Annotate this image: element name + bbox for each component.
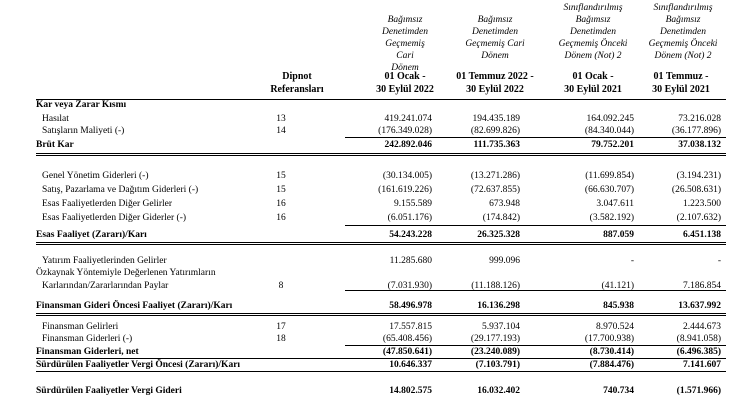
col4-period-line: 01 Temmuz - — [653, 71, 709, 82]
table-row — [0, 268, 738, 279]
row-ref: 15 — [276, 171, 286, 181]
table-row — [0, 322, 738, 333]
col4-status-header — [640, 2, 726, 62]
table-row — [0, 347, 738, 358]
row-value-col1: (47.850.641) — [382, 347, 432, 357]
row-value-col2: 194.435.189 — [472, 114, 520, 124]
table-row — [0, 281, 738, 292]
row-value-col1: 54.243.228 — [389, 230, 432, 240]
row-label: Finansman Gideri Öncesi Faaliyet (Zararı)/Karı — [36, 301, 233, 311]
row-value-col1: 58.496.978 — [389, 301, 432, 311]
table-row — [0, 185, 738, 196]
section-rule — [36, 242, 726, 245]
row-value-col2: (29.177.193) — [470, 334, 520, 344]
table-row — [0, 140, 738, 151]
row-value-col1: (7.031.930) — [387, 281, 432, 291]
row-value-col3: 79.752.201 — [591, 140, 634, 150]
row-value-col3: 164.092.245 — [586, 114, 634, 124]
row-label: Yatırım Faaliyetlerinden Gelirler — [42, 256, 167, 266]
row-value-col4: 6.451.138 — [683, 230, 721, 240]
row-value-col2: 16.136.298 — [477, 301, 520, 311]
row-ref: 15 — [276, 185, 286, 195]
row-label: Kar veya Zarar Kısmı — [36, 100, 127, 110]
subtotal-rule — [345, 225, 726, 226]
row-value-col3: (41.121) — [601, 281, 634, 291]
table-row — [0, 301, 738, 312]
col1-status-header — [380, 14, 430, 74]
col4-status-line: Denetimden — [660, 27, 706, 37]
row-value-col1: 11.285.680 — [389, 256, 432, 266]
table-row — [0, 199, 738, 210]
row-value-col3: 845.938 — [603, 301, 634, 311]
row-value-col4: 7.141.607 — [683, 360, 721, 370]
col3-period-line: 30 Eylül 2021 — [564, 84, 622, 95]
row-label: Sürdürülen Faaliyetler Vergi Öncesi (Zararı)/Karı — [36, 360, 241, 370]
col1-status-line: Denetimden — [382, 27, 428, 37]
row-value-col2: 999.096 — [489, 256, 520, 266]
dipnot-header — [262, 70, 332, 96]
row-value-col3: (17.700.938) — [584, 334, 634, 344]
row-value-col2: (11.188.126) — [471, 281, 520, 291]
section-rule — [36, 313, 726, 316]
row-label: Özkaynak Yöntemiyle Değerlenen Yatırımların — [36, 268, 216, 278]
col3-status-line: Geçmemiş Önceki — [558, 39, 628, 49]
row-ref: 14 — [276, 126, 286, 136]
col1-status-line: Bağımsız — [387, 15, 423, 25]
row-value-col4: 2.444.673 — [683, 322, 721, 332]
row-ref: 8 — [278, 281, 284, 291]
row-label: Satış, Pazarlama ve Dağıtım Giderleri (-) — [42, 185, 199, 195]
row-value-col3: - — [630, 256, 634, 266]
col1-status-line: Geçmemiş Cari — [385, 39, 425, 61]
section-rule — [36, 153, 726, 156]
row-value-col3: (3.582.192) — [589, 213, 634, 223]
col2-status-line: Denetimden — [472, 27, 518, 37]
row-ref: 17 — [276, 322, 286, 332]
row-value-col2: 5.937.104 — [482, 322, 520, 332]
row-value-col2: (13.271.286) — [470, 171, 520, 181]
row-value-col1: (65.408.456) — [382, 334, 432, 344]
row-value-col1: (161.619.226) — [378, 185, 432, 195]
row-value-col4: (8.941.058) — [676, 334, 721, 344]
row-value-col3: (7.884.476) — [589, 360, 634, 370]
row-label: Finansman Giderleri (-) — [42, 334, 133, 344]
row-value-col2: 111.735.363 — [473, 140, 520, 150]
row-value-col2: (82.699.826) — [470, 126, 520, 136]
col4-status-line: Geçmemiş Önceki — [648, 39, 718, 49]
row-value-col1: (6.051.176) — [387, 213, 432, 223]
row-label: Hasılat — [42, 114, 69, 124]
row-value-col4: (1.571.966) — [676, 386, 721, 396]
row-value-col4: (6.496.385) — [676, 347, 721, 357]
row-value-col4: (3.194.231) — [676, 171, 721, 181]
row-value-col1: 9.155.589 — [394, 199, 432, 209]
row-label: Finansman Giderleri, net — [36, 347, 139, 357]
row-value-col2: 673.948 — [489, 199, 520, 209]
row-value-col4: 13.637.992 — [678, 301, 721, 311]
col2-status-line: Geçmemiş Cari — [465, 39, 525, 49]
table-row — [0, 171, 738, 182]
col2-status-line: Dönem — [481, 51, 509, 61]
table-row — [0, 230, 738, 241]
row-value-col3: 8.970.524 — [596, 322, 634, 332]
table-row — [0, 386, 738, 397]
row-ref: 13 — [276, 114, 286, 124]
row-value-col4: (2.107.632) — [676, 213, 721, 223]
dipnot-header-line: Dipnot — [282, 71, 312, 82]
row-ref: 18 — [276, 334, 286, 344]
row-value-col3: (11.699.854) — [585, 171, 634, 181]
col3-period-line: 01 Ocak - — [572, 71, 614, 82]
section-rule — [36, 358, 726, 359]
row-label: Esas Faaliyetlerden Diğer Giderler (-) — [42, 213, 187, 223]
row-value-col4: 1.223.500 — [683, 199, 721, 209]
col3-status-line: Bağımsız — [575, 15, 611, 25]
section-rule — [36, 371, 726, 372]
col3-period-header — [548, 70, 638, 96]
col3-status-line: Dönem (Not) 2 — [564, 51, 622, 61]
col3-status-line: Sınıflandırılmış — [563, 3, 623, 13]
row-value-col1: 14.802.575 — [389, 386, 432, 396]
dipnot-header-line: Referansları — [270, 84, 324, 95]
row-label: Sürdürülen Faaliyetler Vergi Gideri — [36, 386, 182, 396]
row-ref: 16 — [276, 213, 286, 223]
row-value-col1: 10.646.337 — [389, 360, 432, 370]
row-value-col1: 419.241.074 — [384, 114, 432, 124]
row-label: Satışların Maliyeti (-) — [42, 126, 125, 136]
col2-period-header — [445, 70, 545, 96]
col2-status-header — [455, 14, 535, 62]
table-row — [0, 256, 738, 267]
row-label: Karlarından/Zararlarından Paylar — [42, 281, 169, 291]
row-value-col3: 740.734 — [603, 386, 634, 396]
col3-status-line: Denetimden — [570, 27, 616, 37]
col1-status-line: Dönem — [391, 63, 419, 73]
col1-period-header — [360, 70, 450, 96]
row-value-col2: (7.103.791) — [475, 360, 520, 370]
row-value-col2: (23.240.089) — [470, 347, 520, 357]
row-label: Genel Yönetim Giderleri (-) — [42, 171, 149, 181]
row-value-col4: - — [717, 256, 721, 266]
row-value-col3: 3.047.611 — [596, 199, 634, 209]
row-value-col2: (72.637.855) — [470, 185, 520, 195]
subtotal-rule — [345, 345, 726, 346]
col4-status-line: Dönem (Not) 2 — [654, 51, 712, 61]
row-value-col1: (176.349.028) — [378, 126, 432, 136]
col4-status-line: Bağımsız — [665, 15, 701, 25]
table-row — [0, 334, 738, 345]
row-value-col2: 16.032.402 — [477, 386, 520, 396]
row-value-col2: (174.842) — [482, 213, 520, 223]
col4-period-header — [636, 70, 726, 96]
col4-status-line: Sınıflandırılmış — [653, 3, 713, 13]
table-row — [0, 213, 738, 224]
col2-period-line: 01 Temmuz 2022 - — [456, 71, 534, 82]
row-label: Brüt Kar — [36, 140, 74, 150]
col4-period-line: 30 Eylül 2021 — [652, 84, 710, 95]
col1-period-line: 30 Eylül 2022 — [376, 84, 434, 95]
row-label: Finansman Gelirleri — [42, 322, 119, 332]
row-value-col1: 242.892.046 — [384, 140, 432, 150]
row-value-col4: (26.508.631) — [671, 185, 721, 195]
row-value-col1: 17.557.815 — [389, 322, 432, 332]
row-value-col3: (84.340.044) — [584, 126, 634, 136]
row-value-col3: (66.630.707) — [584, 185, 634, 195]
col2-period-line: 30 Eylül 2022 — [466, 84, 524, 95]
row-value-col4: 37.038.132 — [678, 140, 721, 150]
row-value-col4: (36.177.896) — [671, 126, 721, 136]
row-ref: 16 — [276, 199, 286, 209]
table-row — [0, 100, 738, 111]
table-row — [0, 126, 738, 137]
row-label: Esas Faaliyetlerden Diğer Gelirler — [42, 199, 173, 209]
row-label: Esas Faaliyet (Zararı)/Karı — [36, 230, 147, 240]
row-value-col4: 7.186.854 — [683, 281, 721, 291]
col3-status-header — [550, 2, 636, 62]
row-value-col3: 887.059 — [603, 230, 634, 240]
table-row — [0, 360, 738, 371]
table-row — [0, 114, 738, 125]
row-value-col1: (30.134.005) — [382, 171, 432, 181]
col1-period-line: 01 Ocak - — [384, 71, 426, 82]
row-value-col2: 26.325.328 — [477, 230, 520, 240]
row-value-col4: 73.216.028 — [678, 114, 721, 124]
subtotal-rule — [345, 137, 726, 138]
col2-status-line: Bağımsız — [477, 15, 513, 25]
row-value-col3: (8.730.414) — [589, 347, 634, 357]
